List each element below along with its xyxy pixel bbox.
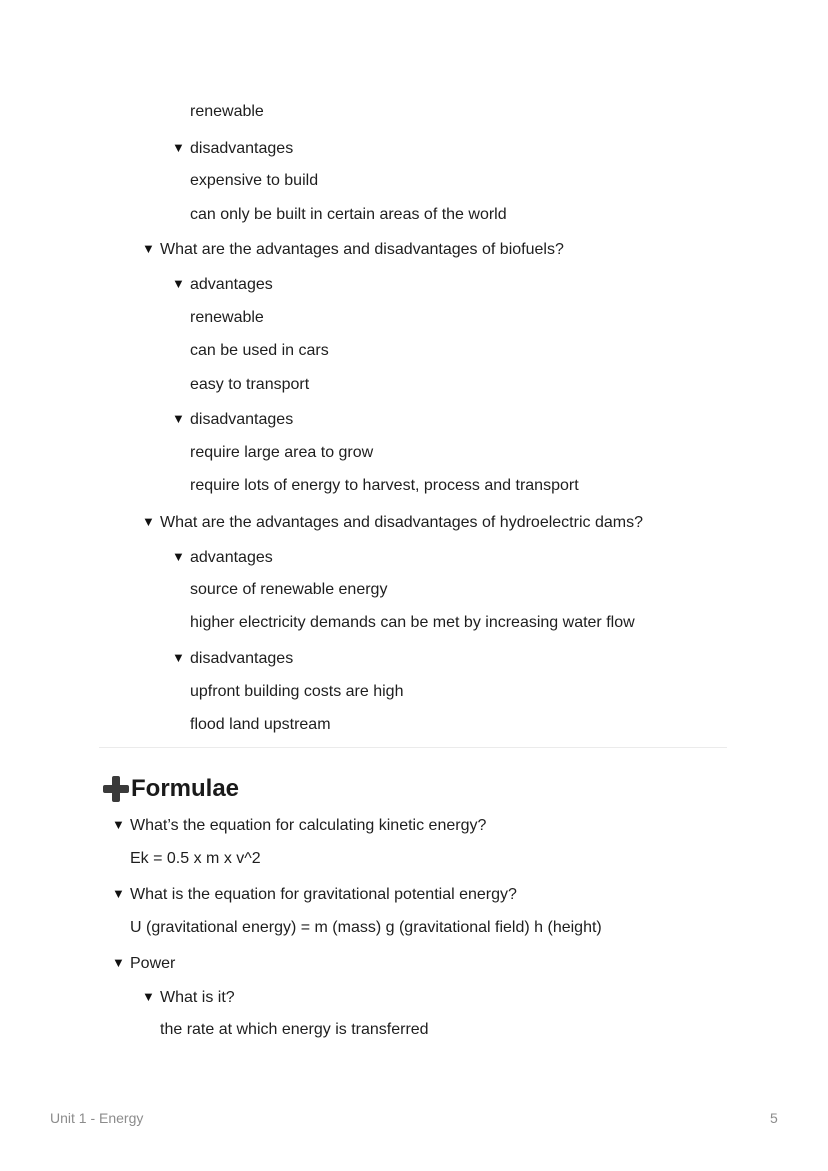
list-item: expensive to build (190, 172, 319, 189)
section-title: Formulae (131, 775, 240, 802)
list-item: higher electricity demands can be met by increasing water flow (190, 614, 635, 631)
formula: Ek = 0.5 x m x v^2 (130, 850, 261, 867)
list-item: can only be built in certain areas of the world (190, 206, 507, 223)
list-item: flood land upstream (190, 716, 331, 733)
triangle-down-icon[interactable]: ▼ (142, 514, 155, 529)
toggle-disadvantages[interactable]: ▼ disadvantages (172, 650, 294, 667)
section-heading (101, 772, 239, 806)
footer-page-number: 5 (770, 1110, 778, 1126)
toggle-what-is-it[interactable]: ▼ What is it? (142, 989, 235, 1006)
toggle-disadvantages[interactable]: ▼ disadvantages (172, 140, 294, 157)
list-item: can be used in cars (190, 342, 329, 359)
list-item: require lots of energy to harvest, process and transport (190, 477, 579, 494)
formula: U (gravitational energy) = m (mass) g (gravitational field) h (height) (130, 919, 602, 936)
footer-document-title: Unit 1 - Energy (50, 1110, 144, 1126)
triangle-down-icon[interactable]: ▼ (172, 549, 185, 564)
plus-icon (101, 774, 131, 804)
list-item: renewable (190, 309, 264, 326)
triangle-down-icon[interactable]: ▼ (172, 140, 185, 155)
toggle-gpe-question[interactable]: ▼ What is the equation for gravitational potential energy? (112, 886, 517, 903)
toggle-biofuels-question[interactable]: ▼ What are the advantages and disadvantages of biofuels? (142, 241, 564, 258)
toggle-kinetic-energy-question[interactable]: ▼ What’s the equation for calculating kinetic energy? (112, 817, 487, 834)
triangle-down-icon[interactable]: ▼ (112, 817, 125, 832)
toggle-power[interactable]: ▼ Power (112, 955, 176, 972)
toggle-advantages[interactable]: ▼ advantages (172, 549, 273, 566)
triangle-down-icon[interactable]: ▼ (142, 241, 155, 256)
list-item: source of renewable energy (190, 581, 388, 598)
list-item: easy to transport (190, 376, 310, 393)
list-item: renewable (190, 103, 264, 120)
list-item: upfront building costs are high (190, 683, 404, 700)
triangle-down-icon[interactable]: ▼ (172, 650, 185, 665)
toggle-hydroelectric-question[interactable]: ▼ What are the advantages and disadvantages of hydroelectric dams? (142, 514, 643, 531)
triangle-down-icon[interactable]: ▼ (172, 411, 185, 426)
toggle-advantages[interactable]: ▼ advantages (172, 276, 273, 293)
triangle-down-icon[interactable]: ▼ (112, 886, 125, 901)
list-item: require large area to grow (190, 444, 374, 461)
triangle-down-icon[interactable]: ▼ (172, 276, 185, 291)
divider (99, 747, 727, 748)
toggle-disadvantages[interactable]: ▼ disadvantages (172, 411, 294, 428)
triangle-down-icon[interactable]: ▼ (142, 989, 155, 1004)
triangle-down-icon[interactable]: ▼ (112, 955, 125, 970)
list-item: the rate at which energy is transferred (160, 1021, 429, 1038)
